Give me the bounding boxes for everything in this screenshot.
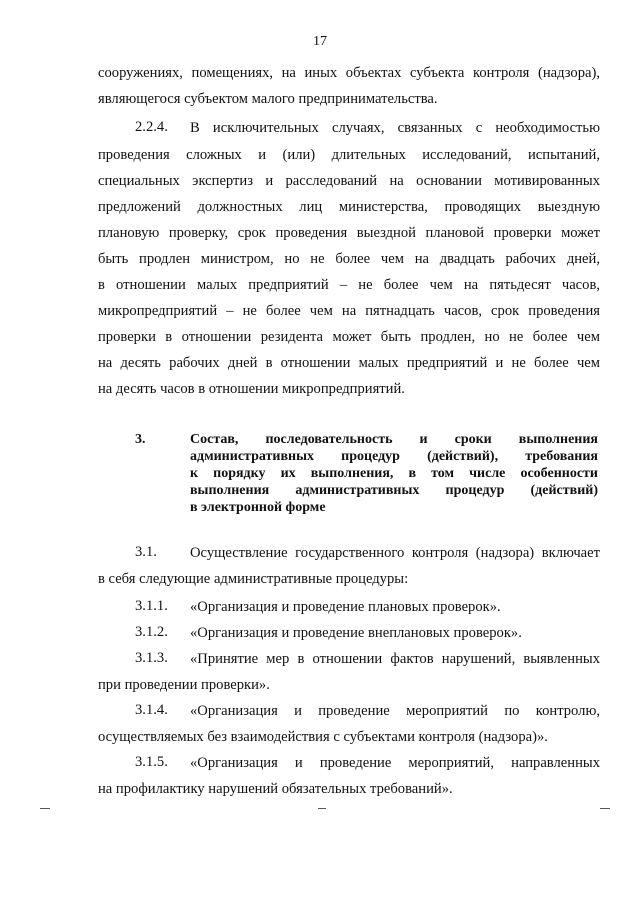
scan-mark <box>40 808 50 809</box>
section-number: 3. <box>135 432 146 447</box>
text-line: В исключительных случаях, связанных с необходимостью <box>190 120 600 136</box>
text-line: «Организация и проведение мероприятий, направленных <box>190 755 600 771</box>
text-line: быть продлен министром, но не более чем на двадцать рабочих дней, <box>98 251 600 267</box>
item-number: 3.1.2. <box>135 624 168 640</box>
text-line: при проведении проверки». <box>98 677 270 693</box>
item-number: 3.1. <box>135 544 157 560</box>
text-line: «Принятие мер в отношении фактов нарушений, выявленных <box>190 651 600 667</box>
text-line: Осуществление государственного контроля (надзора) включает <box>190 545 600 561</box>
item-number: 3.1.1. <box>135 598 168 614</box>
text-line: специальных экспертиз и расследований на основании мотивированных <box>98 173 600 189</box>
text-line: «Организация и проведение мероприятий по контролю, <box>190 703 600 719</box>
text-line: проверки в отношении резидента может быть продлен, но не более чем <box>98 329 600 345</box>
section-title-line: Состав, последовательность и сроки выполнения <box>190 432 598 447</box>
item-number: 3.1.3. <box>135 650 168 666</box>
text-line: проведения сложных и (или) длительных исследований, испытаний, <box>98 147 600 163</box>
text-line: сооружениях, помещениях, на иных объектах субъекта контроля (надзора), <box>98 65 600 81</box>
text-line: на десять рабочих дней в отношении малых предприятий и не более чем <box>98 355 600 371</box>
item-number: 3.1.5. <box>135 754 168 770</box>
text-line: в отношении малых предприятий – не более чем на пятьдесят часов, <box>98 277 600 293</box>
text-line: плановую проверку, срок проведения выездной плановой проверки может <box>98 225 600 241</box>
text-line: на профилактику нарушений обязательных требований». <box>98 781 453 797</box>
text-line: осуществляемых без взаимодействия с субъектами контроля (надзора)». <box>98 729 548 745</box>
text-line: предложений должностных лиц министерства, проводящих выездную <box>98 199 600 215</box>
paragraph-number: 2.2.4. <box>135 119 168 135</box>
section-title-line: выполнения административных процедур (действий) <box>190 483 598 498</box>
section-title-line: к порядку их выполнения, в том числе особенности <box>190 466 598 481</box>
item-number: 3.1.4. <box>135 702 168 718</box>
scan-mark <box>600 808 610 809</box>
text-line: «Организация и проведение внеплановых проверок». <box>190 625 522 641</box>
page-number: 17 <box>313 34 327 49</box>
text-line: «Организация и проведение плановых проверок». <box>190 599 501 615</box>
section-title-line: в электронной форме <box>190 500 326 515</box>
text-line: в себя следующие административные процедуры: <box>98 571 409 587</box>
text-line: микропредприятий – не более чем на пятнадцать часов, срок проведения <box>98 303 600 319</box>
text-line: на десять часов в отношении микропредприятий. <box>98 381 405 397</box>
text-line: являющегося субъектом малого предпринимательства. <box>98 91 438 107</box>
scan-mark <box>318 808 326 809</box>
section-title-line: административных процедур (действий), требования <box>190 449 598 464</box>
